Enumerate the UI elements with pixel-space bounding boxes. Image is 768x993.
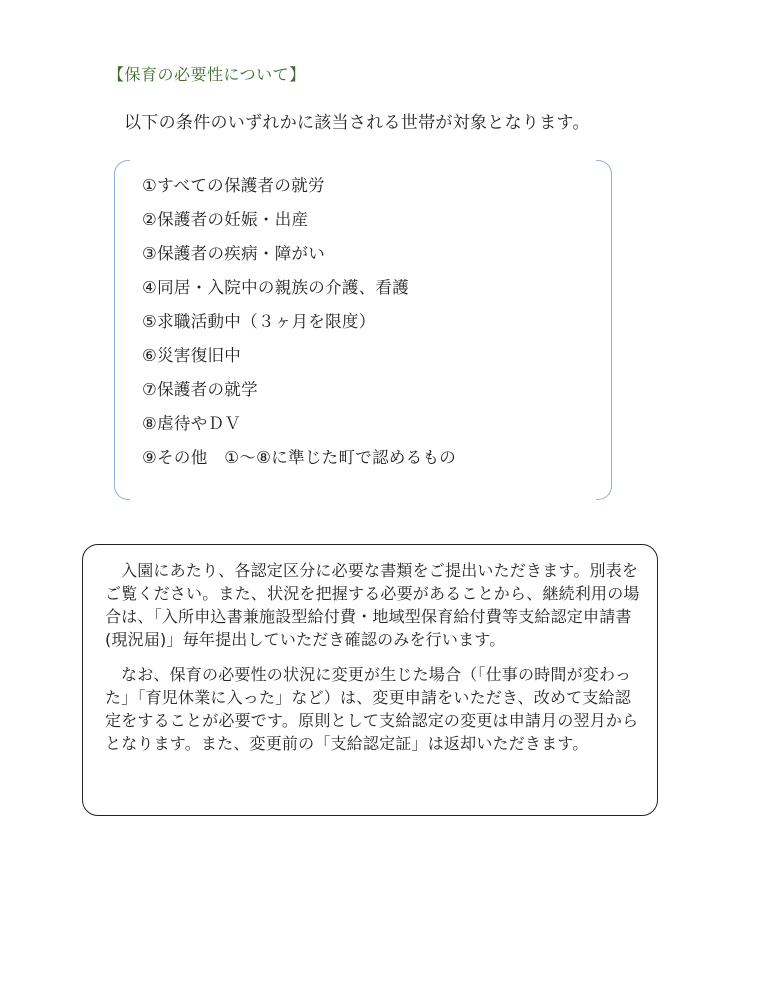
right-bracket <box>596 160 612 500</box>
intro-text: 以下の条件のいずれかに該当される世帯が対象となります。 <box>124 113 590 133</box>
left-bracket <box>114 160 130 500</box>
condition-item: ⑤求職活動中（３ヶ月を限度） <box>142 312 376 331</box>
conditions-box <box>114 160 612 500</box>
notice-paragraph-changes: なお、保育の必要性の状況に変更が生じた場合（「仕事の時間が変わった」「育児休業に入った」など）は、変更申請をいただき、改めて支給認定をすることが必要です。原則として支給認定の変更は申請月の翌月からとなります。また、変更前の「支給認定証」は返却いただきます。 <box>105 665 639 753</box>
conditions-list <box>142 174 456 480</box>
notice-box <box>82 544 658 816</box>
section-title: 【保育の必要性について】 <box>108 65 306 84</box>
condition-item: ④同居・入院中の親族の介護、看護 <box>142 278 410 297</box>
condition-item: ⑥災害復旧中 <box>142 346 242 365</box>
condition-item: ③保護者の疾病・障がい <box>142 244 326 263</box>
condition-item: ⑨その他 ①～⑧に準じた町で認めるもの <box>142 448 457 467</box>
notice-paragraph-documents: 入園にあたり、各認定区分に必要な書類をご提出いただきます。別表をご覧ください。また、状況を把握する必要があることから、継続利用の場合は、「入所申込書兼施設型給付費・地域型保育給付費等支給認定申請書(現況届)」毎年提出していただき確認のみを行います。 <box>105 561 640 649</box>
condition-item: ②保護者の妊娠・出産 <box>142 210 309 229</box>
condition-item: ⑦保護者の就学 <box>142 380 258 399</box>
condition-item: ①すべての保護者の就労 <box>142 176 325 195</box>
condition-item: ⑧虐待やＤＶ <box>142 414 242 433</box>
